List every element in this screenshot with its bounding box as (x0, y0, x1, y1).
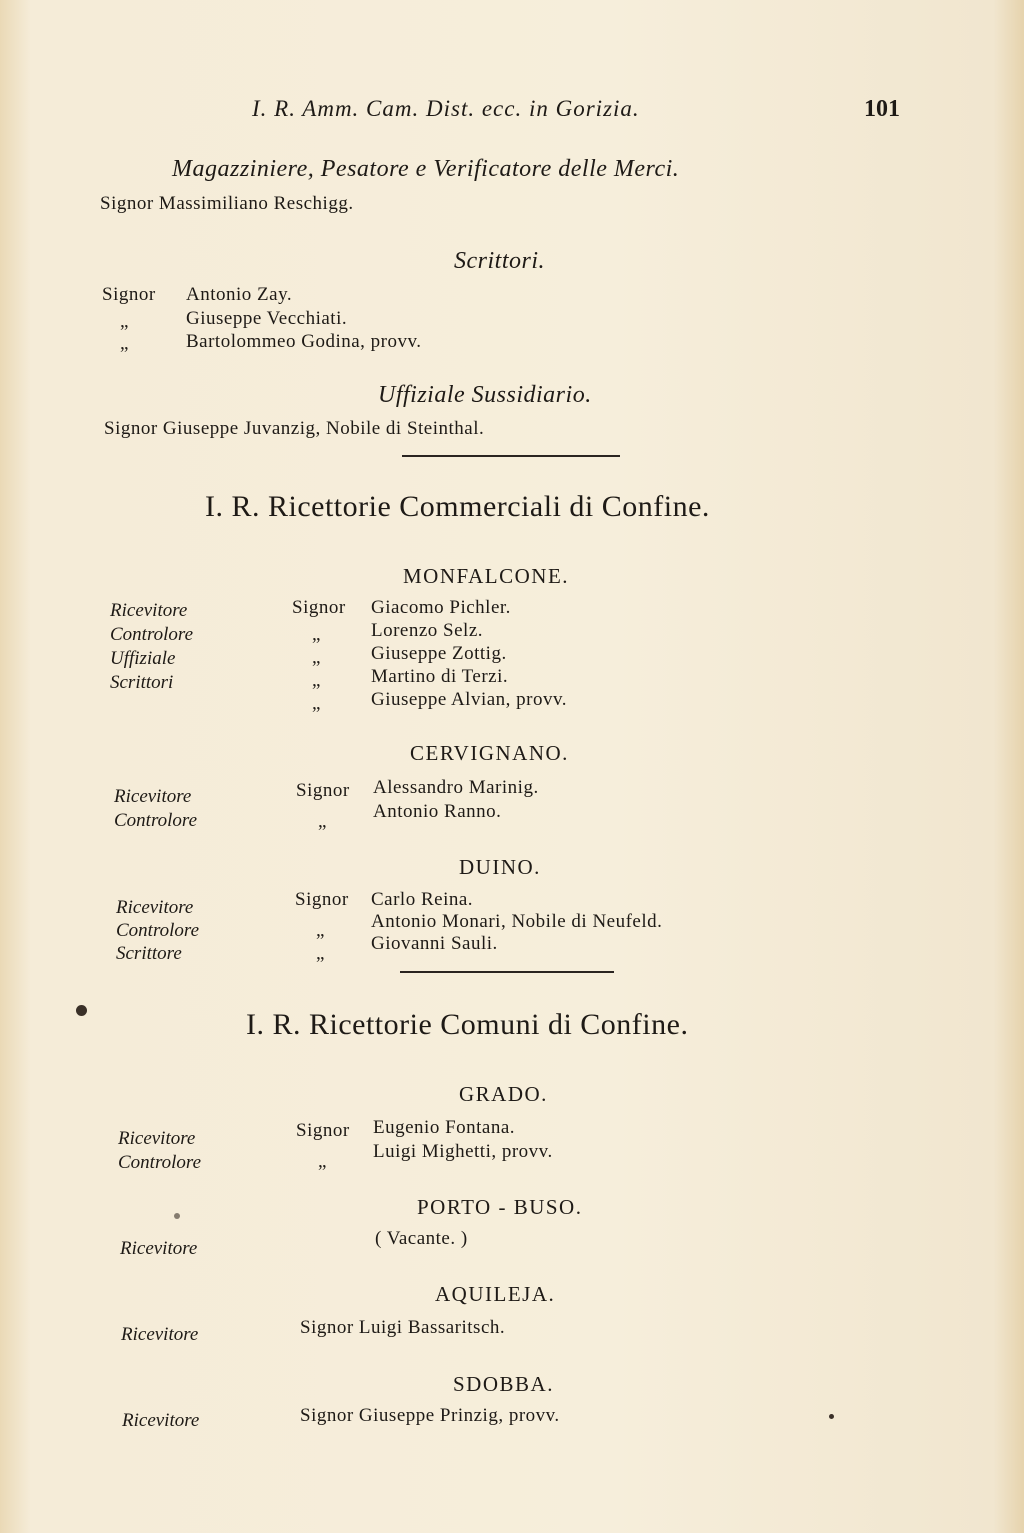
name-entry: Alessandro Marinig. (373, 777, 539, 798)
role-label: Controlore (114, 810, 198, 831)
divider-rule (400, 971, 614, 973)
ditto-mark: „ (316, 920, 325, 941)
role-label: Scrittore (116, 943, 182, 964)
running-title: I. R. Amm. Cam. Dist. ecc. in Gorizia. (252, 96, 640, 121)
name-entry: Giuseppe Zottig. (371, 643, 507, 664)
town-heading-monfalcone: MONFALCONE. (403, 564, 570, 588)
page-number: 101 (864, 96, 900, 122)
magazziniere-line: Signor Massimiliano Reschigg. (100, 193, 354, 214)
role-label: Controlore (118, 1152, 202, 1173)
ditto-mark: „ (120, 311, 129, 332)
name-entry: Giuseppe Alvian, provv. (371, 689, 568, 710)
name-entry: Giuseppe Vecchiati. (186, 308, 348, 329)
town-heading-grado: GRADO. (459, 1082, 548, 1106)
divider-rule (402, 455, 620, 457)
signor-label: Signor (292, 597, 346, 618)
role-label: Uffiziale (110, 648, 176, 669)
town-heading-porto-buso: PORTO - BUSO. (417, 1195, 583, 1219)
signor-label: Signor (296, 780, 350, 801)
name-entry: Luigi Mighetti, provv. (373, 1141, 553, 1162)
signor-label: Signor (296, 1120, 350, 1141)
ditto-mark: „ (316, 943, 325, 964)
signor-label: Signor (102, 284, 156, 305)
role-label: Ricevitore (122, 1410, 200, 1431)
name-entry: Carlo Reina. (371, 889, 474, 910)
signor-label: Signor (295, 889, 349, 910)
name-entry: Martino di Terzi. (371, 666, 509, 687)
ink-speck (174, 1213, 180, 1219)
section-heading-magazziniere: Magazziniere, Pesatore e Verificatore delle Merci. (172, 156, 680, 182)
town-heading-sdobba: SDOBBA. (453, 1372, 554, 1396)
name-entry: Eugenio Fontana. (373, 1117, 516, 1138)
ditto-mark: „ (120, 333, 129, 354)
chapter-title-comuni: I. R. Ricettorie Comuni di Confine. (246, 1008, 689, 1041)
name-entry: Antonio Monari, Nobile di Neufeld. (371, 911, 663, 932)
section-heading-sussidiario: Uffiziale Sussidiario. (378, 382, 592, 408)
name-entry: Antonio Zay. (186, 284, 293, 305)
town-heading-aquileja: AQUILEJA. (435, 1282, 556, 1306)
role-label: Controlore (116, 920, 200, 941)
ink-speck (829, 1414, 834, 1419)
name-entry: Antonio Ranno. (373, 801, 502, 822)
section-heading-scrittori: Scrittori. (454, 248, 546, 274)
role-label: Ricevitore (116, 897, 194, 918)
name-entry: Bartolommeo Godina, provv. (186, 331, 422, 352)
sussidiario-line: Signor Giuseppe Juvanzig, Nobile di Steinthal. (104, 418, 485, 439)
vacancy-line: ( Vacante. ) (375, 1228, 468, 1249)
aquileja-line: Signor Luigi Bassaritsch. (300, 1317, 506, 1338)
role-label: Controlore (110, 624, 194, 645)
ditto-mark: „ (318, 1151, 327, 1172)
role-label: Ricevitore (110, 600, 188, 621)
role-label: Scrittori (110, 672, 174, 693)
role-label: Ricevitore (121, 1324, 199, 1345)
ditto-mark: „ (318, 811, 327, 832)
name-entry: Lorenzo Selz. (371, 620, 484, 641)
town-heading-cervignano: CERVIGNANO. (410, 741, 569, 765)
sdobba-line: Signor Giuseppe Prinzig, provv. (300, 1405, 560, 1426)
ditto-mark: „ (312, 670, 321, 691)
name-entry: Giovanni Sauli. (371, 933, 498, 954)
role-label: Ricevitore (118, 1128, 196, 1149)
town-heading-duino: DUINO. (459, 855, 541, 879)
name-entry: Giacomo Pichler. (371, 597, 511, 618)
ink-speck (76, 1005, 87, 1016)
role-label: Ricevitore (120, 1238, 198, 1259)
ditto-mark: „ (312, 624, 321, 645)
ditto-mark: „ (312, 647, 321, 668)
role-label: Ricevitore (114, 786, 192, 807)
chapter-title-commerciali: I. R. Ricettorie Commerciali di Confine. (205, 490, 710, 523)
ditto-mark: „ (312, 693, 321, 714)
